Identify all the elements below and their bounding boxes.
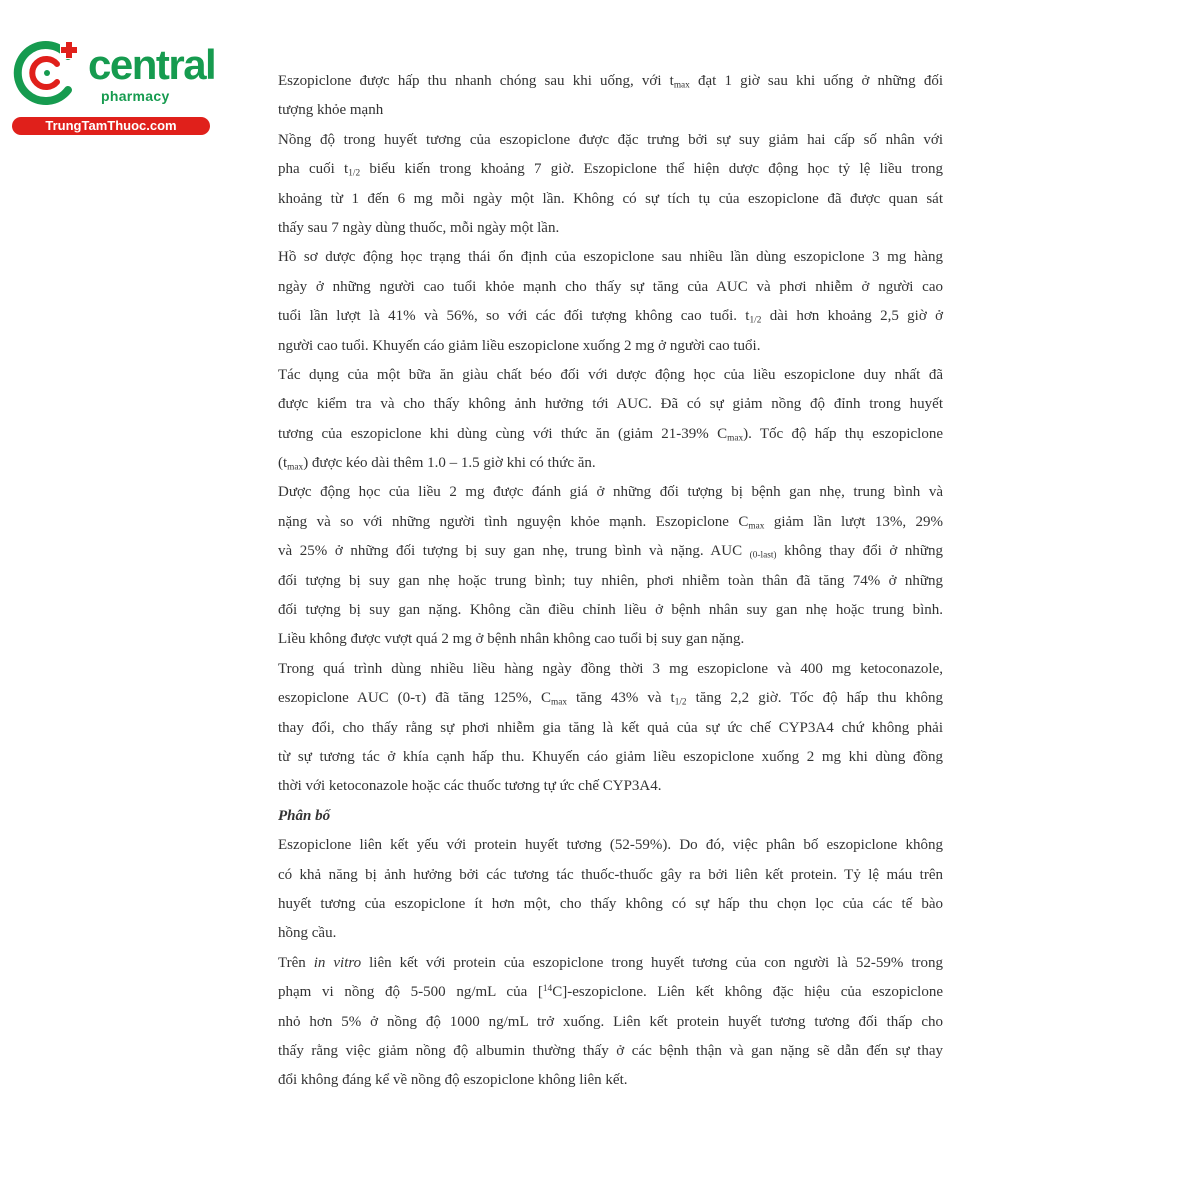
text-line <box>278 214 943 243</box>
paragraph <box>278 655 943 802</box>
text-line <box>278 420 943 449</box>
text-run: dài hơn khoảng 2,5 giờ ở <box>761 308 944 325</box>
text-run: thấy sau 7 ngày dùng thuốc, mỗi ngày một lần. <box>278 219 560 236</box>
text-line <box>278 596 943 625</box>
paragraph <box>278 67 943 126</box>
text-line <box>278 978 943 1007</box>
text-run: liên kết với protein của eszopiclone trong huyết tương của con người là 52-59% trong <box>361 954 943 971</box>
subscript: max <box>673 80 690 91</box>
text-run: tăng 2,2 giờ. Tốc độ hấp thu không <box>686 690 943 707</box>
brand-name: central <box>88 41 216 88</box>
text-line <box>278 537 943 566</box>
text-line <box>278 155 943 184</box>
text-line <box>278 478 943 507</box>
text-run: thấy rằng việc giảm nồng độ albumin thường thấy ở các bệnh thận và gan nặng sẽ dẫn đến sự thay <box>278 1042 943 1059</box>
text-line <box>278 772 943 801</box>
text-line <box>278 67 943 96</box>
document-body <box>278 67 943 1096</box>
text-run: Hồ sơ dược động học trạng thái ổn định của eszopiclone sau nhiều lần dùng eszopiclone 3 mg hàng <box>278 249 943 266</box>
subscript: 1/2 <box>348 168 361 179</box>
text-line <box>278 302 943 331</box>
text-run: Dược động học của liều 2 mg được đánh giá ở những đối tượng bị bệnh gan nhẹ, trung bình và <box>278 484 943 501</box>
text-run: đạt 1 giờ sau khi uống ở những đối <box>689 73 943 89</box>
text-line <box>278 508 943 537</box>
text-line <box>278 802 943 831</box>
text-line <box>278 890 943 919</box>
text-run: biểu kiến trong khoảng 7 giờ. Eszopiclone thể hiện dược động học tỷ lệ liều trong <box>360 161 943 178</box>
text-run: tượng khỏe mạnh <box>278 102 384 119</box>
italic-text: in vitro <box>313 954 362 971</box>
subscript: max <box>727 433 744 443</box>
text-run: đối tượng bị suy gan nặng. Không cần điều chỉnh liều ở bệnh nhân suy gan nhẹ hoặc trung bình. <box>278 602 943 619</box>
text-run: Trên <box>278 954 314 971</box>
text-run: và 25% ở những đối tượng bị suy gan nhẹ, trung bình và nặng. AUC <box>278 543 750 560</box>
text-run: người cao tuổi. Khuyến cáo giảm liều eszopiclone xuống 2 mg ở người cao tuổi. <box>278 337 761 354</box>
paragraph <box>278 831 943 949</box>
section-heading <box>278 802 943 831</box>
text-line <box>278 625 943 654</box>
subscript: max <box>748 521 765 532</box>
text-run: hồng cầu. <box>278 925 337 942</box>
text-line <box>278 273 943 302</box>
text-run: Phân bố <box>278 807 331 824</box>
text-line <box>278 567 943 596</box>
text-run: Eszopiclone liên kết yếu với protein huyết tương (52-59%). Do đó, việc phân bố eszopiclone không <box>278 837 943 854</box>
text-run: Nồng độ trong huyết tương của eszopiclone được đặc trưng bởi sự suy giảm hai cấp số nhân với <box>278 131 943 148</box>
text-run: Eszopiclone được hấp thu nhanh chóng sau khi uống, với t <box>278 73 674 89</box>
brand-tagline: pharmacy <box>101 88 170 104</box>
text-run: thay đổi, cho thấy rằng sự phơi nhiễm gia tăng là kết quả của sự ức chế CYP3A4 chứ không phải <box>278 719 943 736</box>
text-run: đổi không đáng kể về nồng độ eszopiclone không liên kết. <box>278 1072 628 1089</box>
text-line <box>278 831 943 860</box>
text-run: Tác dụng của một bữa ăn giàu chất béo đối với dược động học của liều eszopiclone duy nhất đã <box>278 366 943 383</box>
text-run: nặng và so với những người tình nguyện khỏe mạnh. Eszopiclone C <box>278 513 749 530</box>
text-run: ) được kéo dài thêm 1.0 – 1.5 giờ khi có thức ăn. <box>303 455 596 472</box>
subscript: 1/2 <box>749 315 762 326</box>
text-run: Liều không được vượt quá 2 mg ở bệnh nhân không cao tuổi bị suy gan nặng. <box>278 631 745 648</box>
text-run: có khả năng bị ảnh hưởng bởi các tương tác thuốc-thuốc gây ra bởi liên kết protein. Tỷ lệ máu trên <box>278 866 943 883</box>
text-line <box>278 1037 943 1066</box>
text-run: khoảng từ 1 đến 6 mg mỗi ngày một lần. Không có sự tích tụ của eszopiclone đã được quan sát <box>278 190 943 207</box>
superscript: 14 <box>542 984 553 994</box>
paragraph <box>278 126 943 244</box>
paragraph <box>278 949 943 1096</box>
text-run: tăng 43% và t <box>566 690 675 707</box>
subscript: (0-last) <box>749 550 777 561</box>
text-line <box>278 949 943 978</box>
text-line <box>278 390 943 419</box>
text-run: pha cuối t <box>278 161 349 178</box>
text-run: ngày ở những người cao tuổi khỏe mạnh cho thấy sự tăng của AUC và phơi nhiễm ở người cao <box>278 278 943 295</box>
text-line <box>278 1008 943 1037</box>
text-line <box>278 243 943 272</box>
text-run: tương của eszopiclone khi dùng cùng với thức ăn (giảm 21-39% C <box>278 425 728 442</box>
subscript: 1/2 <box>674 697 687 708</box>
text-line <box>278 126 943 155</box>
text-line <box>278 96 943 125</box>
text-run: thời với ketoconazole hoặc các thuốc tương tự ức chế CYP3A4. <box>278 778 662 795</box>
text-run: tuổi lần lượt là 41% và 56%, so với các đối tượng không cao tuổi. t <box>278 308 750 325</box>
text-run: giảm lần lượt 13%, 29% <box>764 513 943 530</box>
text-line <box>278 185 943 214</box>
pharmacy-cross-icon <box>10 36 84 110</box>
text-run: C]-eszopiclone. Liên kết không đặc hiệu của eszopiclone <box>552 984 943 1001</box>
text-line <box>278 1066 943 1095</box>
text-line <box>278 714 943 743</box>
text-run: phạm vi nồng độ 5-500 ng/mL của [ <box>278 984 543 1001</box>
paragraph <box>278 361 943 479</box>
text-line <box>278 332 943 361</box>
subscript: max <box>287 462 304 473</box>
text-line <box>278 449 943 478</box>
text-line <box>278 919 943 948</box>
text-line <box>278 361 943 390</box>
text-line <box>278 743 943 772</box>
logo <box>0 0 230 140</box>
text-run: eszopiclone AUC (0-τ) đã tăng 125%, C <box>278 690 551 707</box>
website-banner: TrungTamThuoc.com <box>12 117 210 135</box>
text-run: ). Tốc độ hấp thụ eszopiclone <box>743 425 943 442</box>
text-run: (t <box>278 455 288 472</box>
paragraph <box>278 478 943 654</box>
text-run: Trong quá trình dùng nhiều liều hàng ngày đồng thời 3 mg eszopiclone và 400 mg ketoconazole, <box>278 660 943 677</box>
text-run: nhỏ hơn 5% ở nồng độ 1000 ng/mL trở xuống. Liên kết protein huyết tương tương đối thấp cho <box>278 1013 943 1030</box>
text-run: từ sự tương tác ở khía cạnh hấp thu. Khuyến cáo giảm liều eszopiclone xuống 2 mg khi dùng đồng <box>278 748 943 765</box>
text-run: đối tượng bị suy gan nhẹ hoặc trung bình; tuy nhiên, phơi nhiễm toàn thân đã tăng 74% ở những <box>278 572 943 589</box>
text-line <box>278 861 943 890</box>
text-line <box>278 655 943 684</box>
text-run: huyết tương của eszopiclone ít hơn một, cho thấy không có sự hấp thu chọn lọc của các tế bào <box>278 895 943 912</box>
subscript: max <box>550 697 567 708</box>
text-run: không thay đổi ở những <box>776 543 944 560</box>
text-run: được kiểm tra và cho thấy không ảnh hưởng tới AUC. Đã có sự giảm nồng độ đỉnh trong huyết <box>278 396 943 413</box>
text-line <box>278 684 943 713</box>
paragraph <box>278 243 943 361</box>
